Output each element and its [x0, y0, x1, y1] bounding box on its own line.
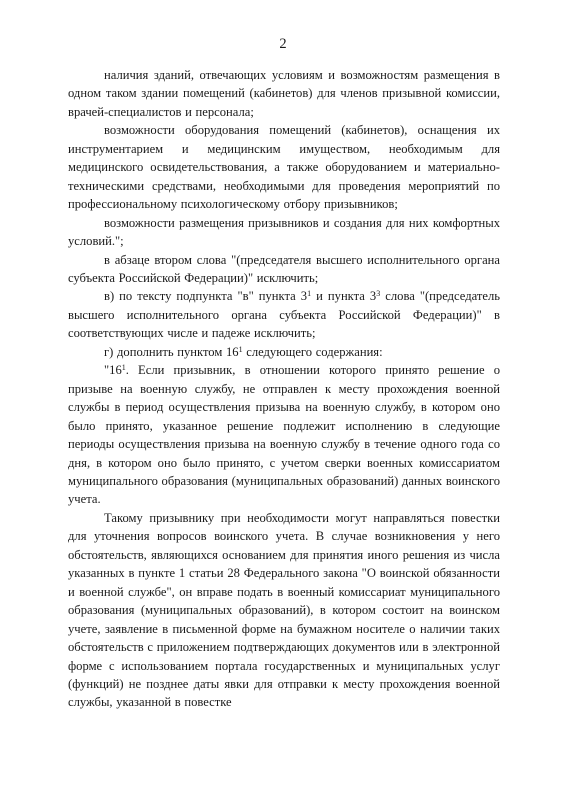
paragraph-text: слова "(председатель высшего исполнительного органа субъекта Российской Федерации)" в соответствующих числе и падеже исключить; [68, 289, 501, 341]
paragraph-text: в) по тексту подпункта "в" пункта 3 [104, 289, 308, 304]
paragraph-text: наличия зданий, отвечающих условиям и возможностям размещения в одном таком здании помещений (кабинетов) для членов призывной комиссии, врачей-специалистов и персонала; [68, 68, 500, 119]
footnote-superscript: 1 [307, 289, 312, 299]
paragraph-text: возможности размещения призывников и создания для них комфортных условий."; [68, 215, 500, 249]
paragraph [68, 509, 500, 712]
paragraph-text: г) дополнить пунктом 16 [104, 344, 239, 359]
paragraph-text: Такому призывнику при необходимости могут направляться повестки для уточнения вопросов воинского учета. В случае возникновения у него обстоятельств, являющихся основанием для принятия иного решения из числа указанных в пункте 1 статьи 28 Федерального закона "О воинской обязанности и военной службе", он вправе подать в военный комиссариат муниципального образования (муниципальных образований), в котором состоит на воинском учете, заявление в письменной форме на бумажном носителе о наличии таких обстоятельств с приложением подтверждающих документов или в электронной форме с использованием портала государственных и муниципальных услуг (функций) не позднее даты явки для отправки к месту прохождения военной службы, указанной в повестке [68, 510, 500, 710]
footnote-superscript: 1 [238, 344, 243, 354]
paragraph [68, 66, 500, 121]
paragraph-text: возможности оборудования помещений (кабинетов), оснащения их инструментарием и медицинским имуществом, необходимым для медицинского освидетельствования, а также оборудованием и материально-техническими средствами, необходимыми для проведения мероприятий по профессиональному психологическому отбору призывников; [68, 123, 500, 212]
paragraph [68, 121, 500, 213]
paragraph [68, 343, 500, 361]
paragraph-text: следующего содержания: [242, 344, 383, 359]
paragraph-text: в абзаце втором слова "(председателя высшего исполнительного органа субъекта Российской Федерации)" исключить; [68, 252, 500, 285]
paragraph [68, 361, 500, 509]
footnote-superscript: 1 [121, 363, 126, 373]
paragraph [68, 214, 500, 251]
paragraph-text: "16 [104, 363, 122, 378]
page-number: 2 [279, 36, 287, 52]
footnote-superscript: 3 [376, 289, 381, 299]
paragraph [68, 287, 500, 342]
paragraph-text: . Если призывник, в отношении которого принято решение о призыве на военную службу, не отправлен к месту прохождения военной службы в период осуществления призыва на военную службу, в котором оно было принято, указанное решение подлежит исполнению в следующие периоды осуществления призыва на военную службу в течение одного года со дня, в котором оно было принято, с учетом сверки военных комиссариатом муниципального образования (муниципальных образований) данных воинского учета. [68, 363, 500, 507]
paragraph [68, 251, 500, 288]
document-body [68, 66, 500, 712]
paragraph-text: и пункта 3 [311, 289, 377, 304]
